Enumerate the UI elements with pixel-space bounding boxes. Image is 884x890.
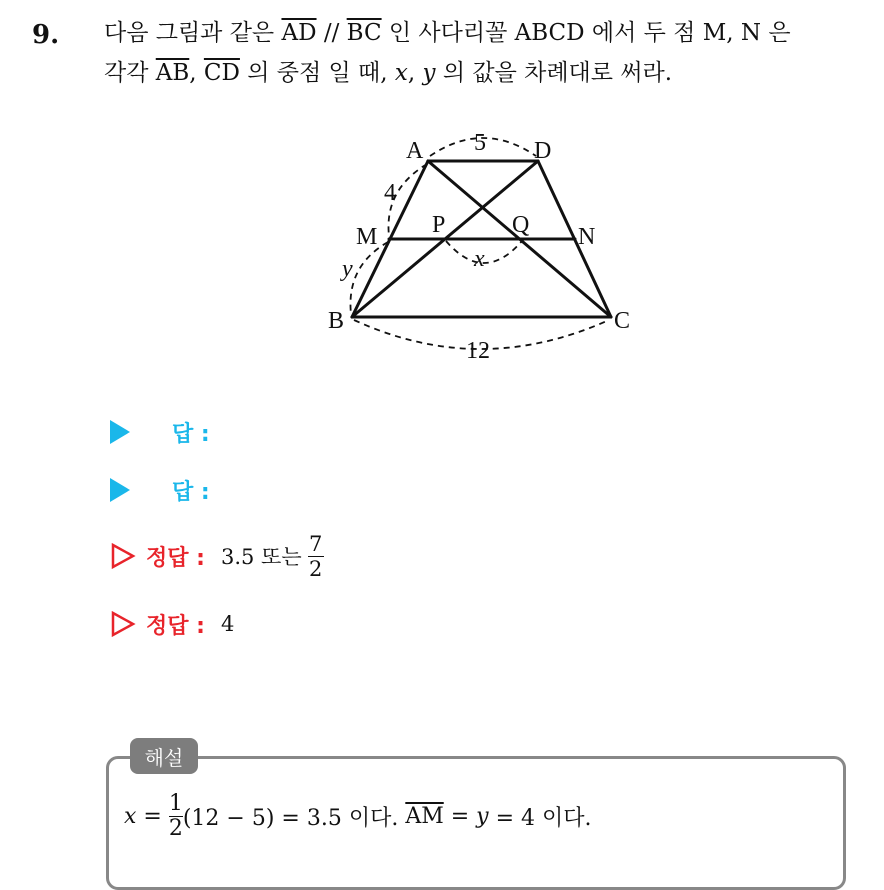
length-pq: x (474, 246, 485, 272)
var-x: x (394, 60, 408, 86)
label-n: N (578, 224, 596, 250)
solution-expression: (12 − 5) = 3.5 이다. (182, 806, 406, 831)
answer-row-2[interactable] (110, 470, 226, 510)
answer-label: 답 : (172, 479, 210, 505)
solution-tab: 해설 (130, 738, 198, 774)
play-triangle-icon (110, 420, 130, 444)
question-text: 인 사다리꼴 ABCD 에서 두 점 M, N 은 (381, 20, 791, 46)
correct-answer-value (221, 532, 324, 581)
play-triangle-icon (110, 478, 130, 502)
segment-am: $\overline{AM}$ (405, 804, 444, 829)
var-y: y (476, 804, 489, 829)
question-text: 다음 그림과 같은 (104, 20, 282, 46)
length-top: 5 (474, 130, 486, 156)
fraction-denominator: 2 (308, 556, 323, 581)
equals: = (136, 804, 169, 829)
fraction (169, 792, 183, 841)
solution-text (124, 792, 592, 841)
label-p: P (432, 212, 446, 238)
correct-answer-row-2 (110, 604, 234, 644)
correct-answer-text: 3.5 또는 (220, 545, 302, 569)
label-m: M (356, 224, 378, 250)
question-text: 각각 (104, 60, 156, 86)
parallel-symbol: // (316, 20, 347, 46)
comma: , (189, 60, 204, 86)
fraction-numerator: 7 (308, 531, 323, 556)
label-d: D (534, 138, 552, 164)
label-c: C (614, 308, 631, 334)
question-text: 의 값을 차례대로 써라. (435, 60, 673, 86)
label-b: B (328, 308, 345, 334)
fraction-denominator: 2 (168, 816, 183, 841)
var-x: x (124, 804, 137, 829)
trapezoid-figure (320, 120, 650, 370)
length-bottom: 12 (466, 338, 490, 364)
fraction-numerator: 1 (168, 791, 183, 816)
comma: , (407, 60, 423, 86)
segment-ab: $\overline{AB}$ (155, 60, 190, 86)
segment-bc: $\overline{BC}$ (346, 20, 382, 46)
correct-answer-value: 4 (220, 612, 235, 636)
correct-answer-label: 정답 : (146, 613, 205, 639)
segment-cd: $\overline{CD}$ (203, 60, 240, 86)
fraction (308, 532, 324, 581)
outline-triangle-icon (110, 611, 136, 637)
answer-label: 답 : (172, 421, 210, 447)
correct-answer-label: 정답 : (146, 545, 205, 571)
equals: = (443, 804, 477, 829)
question-line-1 (104, 18, 791, 48)
label-a: A (406, 138, 424, 164)
label-q: Q (512, 212, 530, 238)
length-am: 4 (384, 180, 396, 206)
answer-row-1[interactable] (110, 412, 226, 452)
length-mb: y (342, 256, 353, 282)
segment-ad: $\overline{AD}$ (281, 20, 317, 46)
solution-tail: = 4 이다. (488, 806, 592, 831)
question-text: 의 중점 일 때, (239, 60, 395, 86)
var-y: y (422, 60, 436, 86)
question-line-2 (104, 58, 672, 88)
correct-answer-row-1 (110, 531, 324, 581)
question-number: 9. (32, 20, 60, 50)
outline-triangle-icon (110, 543, 136, 569)
